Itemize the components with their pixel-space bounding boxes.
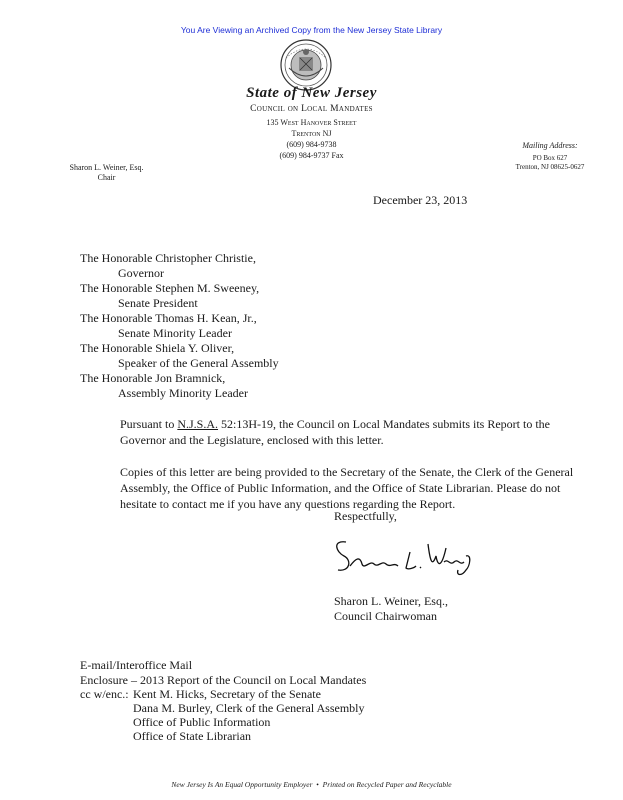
signature-image (330, 530, 475, 582)
city-address: Trenton NJ (291, 129, 332, 138)
addressee-title: Speaker of the General Assembly (118, 356, 279, 370)
footer-separator: • (316, 780, 319, 789)
cc-recipient: Office of Public Information (133, 715, 271, 729)
archive-banner: You Are Viewing an Archived Copy from the New Jersey State Library (180, 25, 443, 35)
body-paragraph-2: Copies of this letter are being provided to the Secretary of the Senate, the Clerk of the General Assembly, the Office of Public Information, and the Office of State Librarian. Please do not hesitate to contact me if you have any questions regarding the Report. (120, 465, 574, 511)
addressee-name: The Honorable Christopher Christie, (80, 251, 256, 265)
delivery-method: E-mail/Interoffice Mail (80, 658, 193, 672)
cc-recipient: Kent M. Hicks, Secretary of the Senate (133, 687, 321, 701)
po-box: PO Box 627 (532, 154, 568, 162)
phone-number: (609) 984-9738 (286, 140, 337, 149)
chair-name: Sharon L. Weiner, Esq. (69, 163, 144, 172)
statute-citation: N.J.S.A. (177, 417, 219, 431)
addressee-name: The Honorable Jon Bramnick, (80, 371, 226, 385)
paragraph-lead: Pursuant to (120, 417, 178, 431)
page-footer (0, 780, 623, 789)
mailing-city: Trenton, NJ 08625-0627 (515, 163, 585, 171)
state-name: State of New Jersey (246, 85, 377, 101)
addressee-name: The Honorable Stephen M. Sweeney, (80, 281, 260, 295)
cc-label: cc w/enc.: (80, 687, 129, 701)
cc-recipient: Office of State Librarian (133, 729, 252, 743)
addressee-title: Assembly Minority Leader (118, 386, 248, 400)
state-seal-icon (279, 38, 333, 92)
mailing-address-label: Mailing Address: (522, 141, 578, 150)
chair-title: Chair (97, 173, 116, 182)
paragraph-rest: 52:13H-19, the Council on Local Mandates submits its Report to the Governor and the Legislature, enclosed with this letter. (120, 417, 550, 447)
closing: Respectfully, (334, 509, 397, 523)
addressee-name: The Honorable Shiela Y. Oliver, (80, 341, 235, 355)
footer-left: New Jersey Is An Equal Opportunity Employer (171, 780, 313, 789)
cc-recipient: Dana M. Burley, Clerk of the General Assembly (133, 701, 365, 715)
addressee-title: Senate Minority Leader (118, 326, 232, 340)
signer-title: Council Chairwoman (334, 609, 437, 623)
street-address: 135 West Hanover Street (266, 118, 357, 127)
signer-name: Sharon L. Weiner, Esq., (334, 594, 448, 608)
council-name: Council on Local Mandates (250, 104, 373, 114)
enclosure-line: Enclosure – 2013 Report of the Council on Local Mandates (80, 673, 367, 687)
footer-right: Printed on Recycled Paper and Recyclable (322, 780, 452, 789)
fax-number: (609) 984-9737 Fax (279, 151, 344, 160)
addressee-title: Senate President (118, 296, 198, 310)
letter-date: December 23, 2013 (373, 193, 468, 207)
body-paragraph-1 (80, 416, 585, 448)
addressee-title: Governor (118, 266, 164, 280)
addressee-name: The Honorable Thomas H. Kean, Jr., (80, 311, 257, 325)
